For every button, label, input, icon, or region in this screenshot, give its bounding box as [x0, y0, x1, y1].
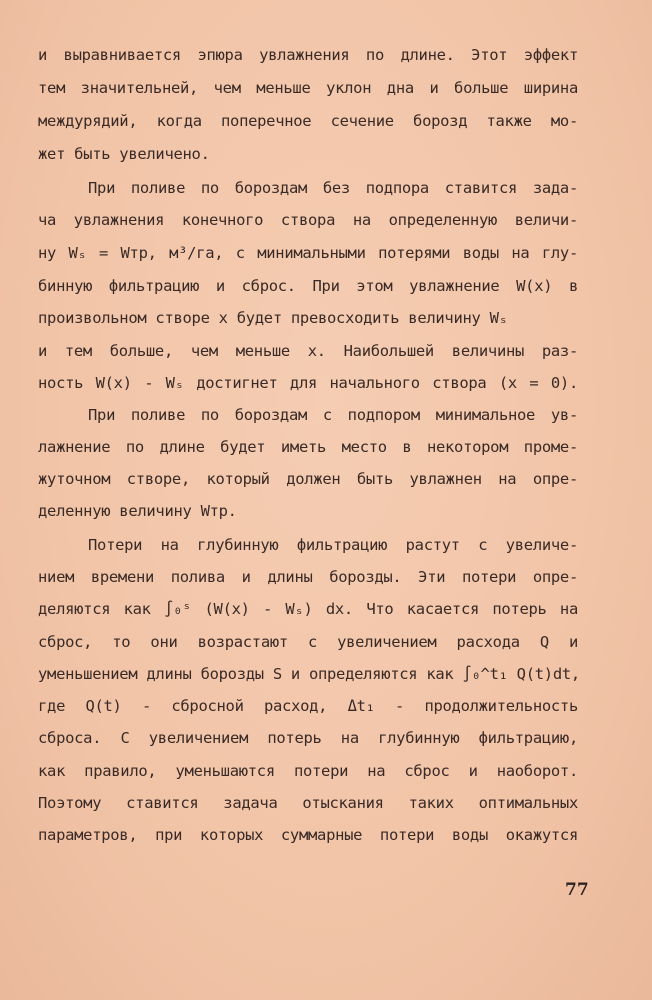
text-line: ну Wₛ = Wтр, м³/га, с минимальными потерями воды на глу- — [38, 244, 578, 262]
text-line: нием времени полива и длины борозды. Эти потери опре- — [38, 568, 578, 586]
text-line: жет быть увеличено. — [38, 145, 210, 163]
text-line: Поэтому ставится задача отыскания таких оптимальных — [38, 794, 578, 812]
text-line: междурядий, когда поперечное сечение борозд также мо- — [38, 112, 578, 130]
text-line: При поливе по бороздам с подпором минимальное ув- — [88, 406, 578, 424]
text-line: ча увлажнения конечного створа на определенную величи- — [38, 211, 578, 229]
text-line: сброса. С увеличением потерь на глубинную фильтрацию, — [38, 729, 578, 747]
text-line: сброс, то они возрастают с увеличением расхода Q и — [38, 633, 578, 651]
text-line: произвольном створе x будет превосходить величину Wₛ — [38, 309, 508, 327]
text-line: лажнение по длине будет иметь место в некотором проме- — [38, 438, 578, 456]
text-line: и выравнивается эпюра увлажнения по длине. Этот эффект — [38, 46, 578, 64]
text-line: ность W(x) - Wₛ достигнет для начального створа (x = 0). — [38, 374, 578, 392]
text-line: где Q(t) - сбросной расход, Δt₁ - продолжительность — [38, 697, 578, 715]
text-line: При поливе по бороздам без подпора ставится зада- — [88, 179, 578, 197]
text-line: Потери на глубинную фильтрацию растут с увеличе- — [88, 536, 578, 554]
text-line: жуточном створе, который должен быть увлажнен на опре- — [38, 470, 578, 488]
text-line: тем значительней, чем меньше уклон дна и больше ширина — [38, 79, 578, 97]
text-line: деленную величину Wтр. — [38, 502, 237, 520]
text-line: как правило, уменьшаются потери на сброс и наоборот. — [38, 762, 578, 780]
page-number: 77 — [565, 880, 589, 900]
text-line: уменьшением длины борозды S и определяются как ∫₀^t₁ Q(t)dt, — [38, 665, 580, 683]
text-line: бинную фильтрацию и сброс. При этом увлажнение W(x) в — [38, 277, 578, 295]
text-line: деляются как ∫₀ˢ (W(x) - Wₛ) dx. Что касается потерь на — [38, 600, 578, 618]
text-line: параметров, при которых суммарные потери воды окажутся — [38, 826, 578, 844]
text-line: и тем больше, чем меньше x. Наибольшей величины раз- — [38, 342, 578, 360]
